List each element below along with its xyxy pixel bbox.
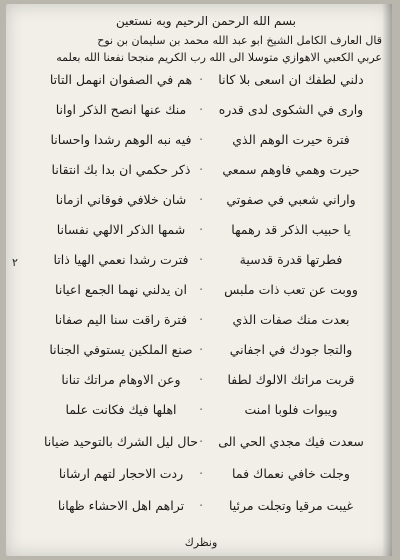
verse-separator: ٠ [198, 500, 204, 511]
manuscript-page [6, 4, 392, 556]
verse-right-hemistich: وارى في الشكوى لدى قدره [218, 102, 364, 117]
verse-right-hemistich: حيرت وهمي فاوهم سمعي [222, 162, 360, 177]
verse-right-hemistich: سعدت فيك مجدي الحي الى [218, 434, 364, 449]
verse-right-hemistich: ووبت عن تعب ذات ملبس [224, 282, 358, 297]
verse-left-hemistich: تراهم اهل الاحشاء ظهانا [57, 498, 185, 513]
verse-separator: ٠ [198, 436, 204, 447]
verse-separator: ٠ [198, 344, 204, 355]
verse-right-hemistich: يا حبيب الذكر قد رهمها [231, 222, 351, 237]
verse-separator: ٠ [198, 314, 204, 325]
verse-separator: ٠ [198, 404, 204, 415]
verse-separator: ٠ [198, 74, 204, 85]
verse-separator: ٠ [198, 194, 204, 205]
verse-left-hemistich: فترة راقت سنا اليم صفانا [54, 312, 188, 327]
verse-right-hemistich: دلني لطفك ان اسعى بلا كانا [218, 72, 364, 87]
verse-right-hemistich: ويبوات فلوبا امنت [244, 402, 338, 417]
margin-number: ٢ [12, 256, 18, 269]
verse-separator: ٠ [198, 254, 204, 265]
catchword: ونظرك [184, 536, 218, 549]
verse-right-hemistich: غيبت مرقيا وتجلت مرئيا [228, 498, 354, 513]
verse-separator: ٠ [198, 284, 204, 295]
verse-separator: ٠ [198, 134, 204, 145]
verse-left-hemistich: ردت الاحجار لتهم ارشانا [58, 466, 184, 481]
verse-right-hemistich: واراني شعبي في صفوتي [226, 192, 356, 207]
verse-separator: ٠ [198, 468, 204, 479]
verse-left-hemistich: شمها الذكر الالهي نفسانا [56, 222, 186, 237]
verse-separator: ٠ [198, 224, 204, 235]
verse-separator: ٠ [198, 104, 204, 115]
verse-left-hemistich: فترت رشدا نعمي الهيا ذاتا [53, 252, 189, 267]
verse-right-hemistich: وجلت خافي نعماك فما [232, 466, 350, 481]
verse-left-hemistich: حال ليل الشرك بالتوحيد ضيانا [43, 434, 199, 449]
verse-left-hemistich: منك عنها انصح الذكر اوانا [55, 102, 187, 117]
verse-left-hemistich: ذكر حكمي ان بدا بك انتقانا [51, 162, 191, 177]
verse-left-hemistich: وعن الاوهام مراتك تنانا [61, 372, 181, 387]
verse-left-hemistich: صنع الملكين يستوفي الجنانا [49, 342, 193, 357]
intro-line: عربي الكعبي الاهوازي متوسلا الى الله رب الكريم منجحا نفعنا الله بعلمه [56, 51, 382, 64]
page-edge-shadow [382, 4, 392, 556]
verse-separator: ٠ [198, 164, 204, 175]
verse-left-hemistich: اهلها فيك فكانت علما [65, 402, 177, 417]
basmala-heading: بسم الله الرحمن الرحيم وبه نستعين [115, 14, 297, 28]
verse-right-hemistich: والتجا جودك في اجفاني [229, 342, 353, 357]
verse-right-hemistich: قربت مراتك الالوك لطفا [227, 372, 355, 387]
verse-right-hemistich: بعدت منك صفات الذي [232, 312, 350, 327]
verse-right-hemistich: فطرتها قدرة قدسية [239, 252, 343, 267]
verse-left-hemistich: شان خلافي فوقاني ازمانا [55, 192, 187, 207]
verse-separator: ٠ [198, 374, 204, 385]
verse-left-hemistich: ان يدلني نهما الجمع اعيانا [55, 282, 187, 297]
intro-line: قال العارف الكامل الشيخ ابو عبد الله محمد بن سليمان بن نوح [97, 34, 382, 47]
verse-left-hemistich: هم في الصفوان انهمل التاتا [49, 72, 193, 87]
verse-left-hemistich: فيه نبه الوهم رشدا واحسانا [50, 132, 192, 147]
verse-right-hemistich: فترة حيرت الوهم الذي [232, 132, 350, 147]
